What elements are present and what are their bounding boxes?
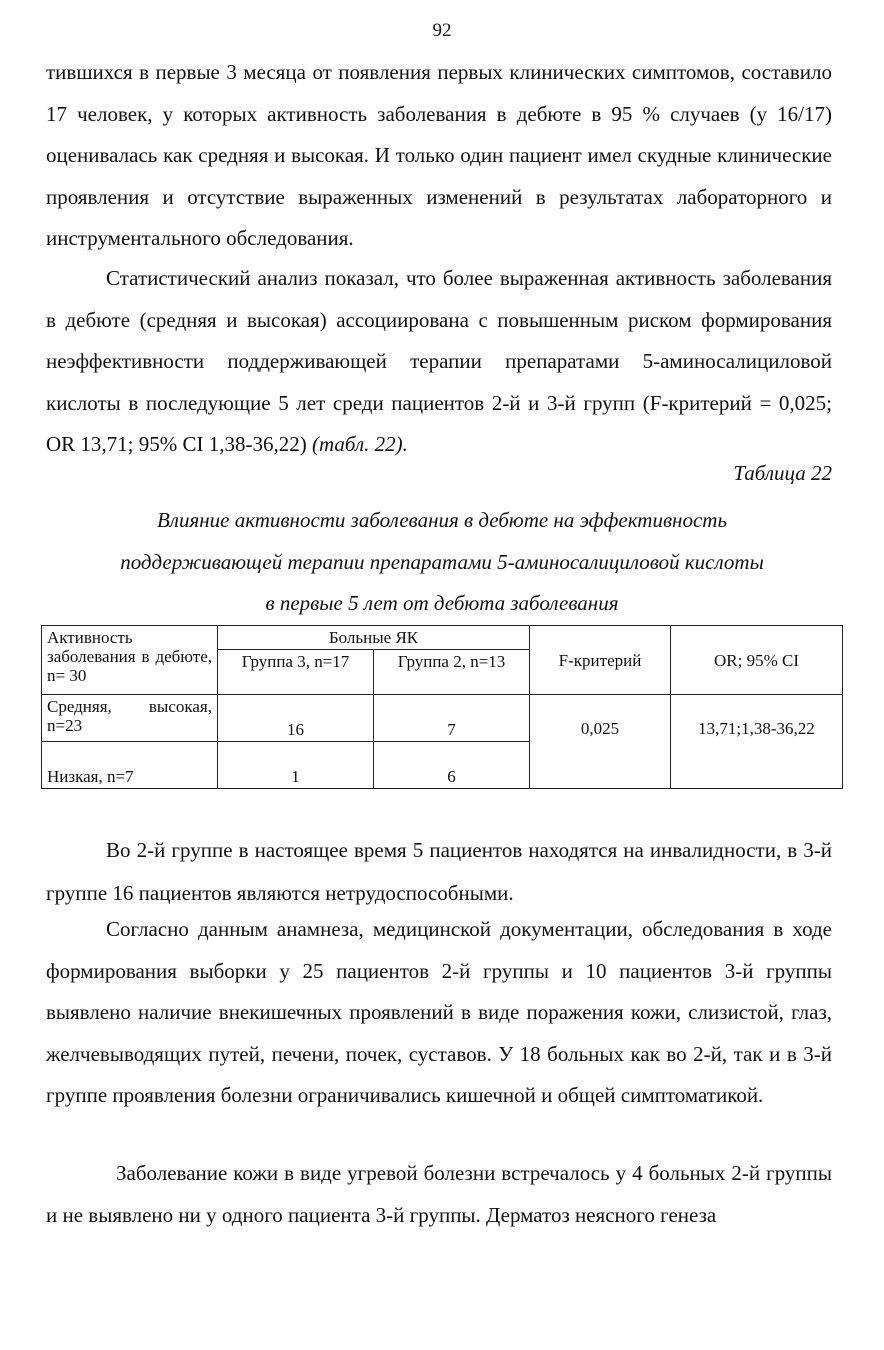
data-table: [41, 625, 843, 789]
row-activity: Низкая, n=7: [42, 742, 218, 789]
f-value: 0,025: [530, 695, 671, 789]
table-label: Таблица 22: [733, 461, 832, 485]
row-activity: Средняя, высокая, n=23: [42, 695, 218, 742]
table-header-row: [42, 626, 843, 650]
table-title-line: Влияние активности заболевания в дебюте на эффективность: [156, 508, 728, 532]
paragraph-5: Заболевание кожи в виде угревой болезни встречалось у 4 больных 2-й группы и не выявлено ни у одного пациента 3-й группы. Дерматоз неясного генеза: [46, 1161, 832, 1227]
row-group2: 6: [374, 742, 530, 789]
paragraph-1: тившихся в первые 3 месяца от появления первых клинических симптомов, составило 17 человек, у которых активность заболевания в дебюте в 95 % случаев (у 16/17) оценивалась как средняя и высокая. И только один пациент имел скудные клинические проявления и отсутствие выраженных изменений в результатах лабораторного и инструментального обследования.: [46, 60, 832, 250]
row-group3: 1: [218, 742, 374, 789]
header-or-ci: OR; 95% CI: [671, 626, 843, 695]
table-reference: (табл. 22).: [312, 432, 408, 456]
header-group2: Группа 2, n=13: [374, 650, 530, 695]
table-title-line: в первые 5 лет от дебюта заболевания: [265, 591, 619, 615]
header-patients: Больные ЯК: [218, 626, 530, 650]
paragraph-3: Во 2-й группе в настоящее время 5 пациентов находятся на инвалидности, в 3-й группе 16 пациентов являются нетрудоспособными.: [46, 838, 832, 905]
header-activity: Активность заболевания в дебюте, n= 30: [42, 626, 218, 695]
table-title-line: поддерживающей терапии препаратами 5-аминосалициловой кислоты: [120, 549, 764, 574]
paragraph-2: [46, 258, 832, 466]
paragraph-4: Согласно данным анамнеза, медицинской документации, обследования в ходе формирования выборки у 25 пациентов 2-й группы и 10 пациентов 3-й группы выявлено наличие внекишечных проявлений в виде поражения кожи, слизистой, глаз, желчевыводящих путей, печени, почек, суставов. У 18 больных как во 2-й, так и в 3-й группе проявления болезни ограничивались кишечной и общей симптоматикой.: [46, 917, 832, 1107]
or-value: 13,71;1,38-36,22: [671, 695, 843, 789]
row-group2: 7: [374, 695, 530, 742]
header-group3: Группа 3, n=17: [218, 650, 374, 695]
page-number: 92: [432, 20, 452, 41]
header-f-criterion: F-критерий: [530, 626, 671, 695]
table-title: [0, 500, 884, 625]
paragraph-2-text: Статистический анализ показал, что более выраженная активность заболевания в дебюте (средняя и высокая) ассоциирована с повышенным риском формирования неэффективности поддерживающей терапии препаратами 5-аминосалициловой кислоты в последующие 5 лет среди пациентов 2-й и 3-й групп (F-критерий = 0,025; OR 13,71; 95% CI 1,38-36,22): [46, 266, 832, 456]
table-row: [42, 695, 843, 742]
row-group3: 16: [218, 695, 374, 742]
